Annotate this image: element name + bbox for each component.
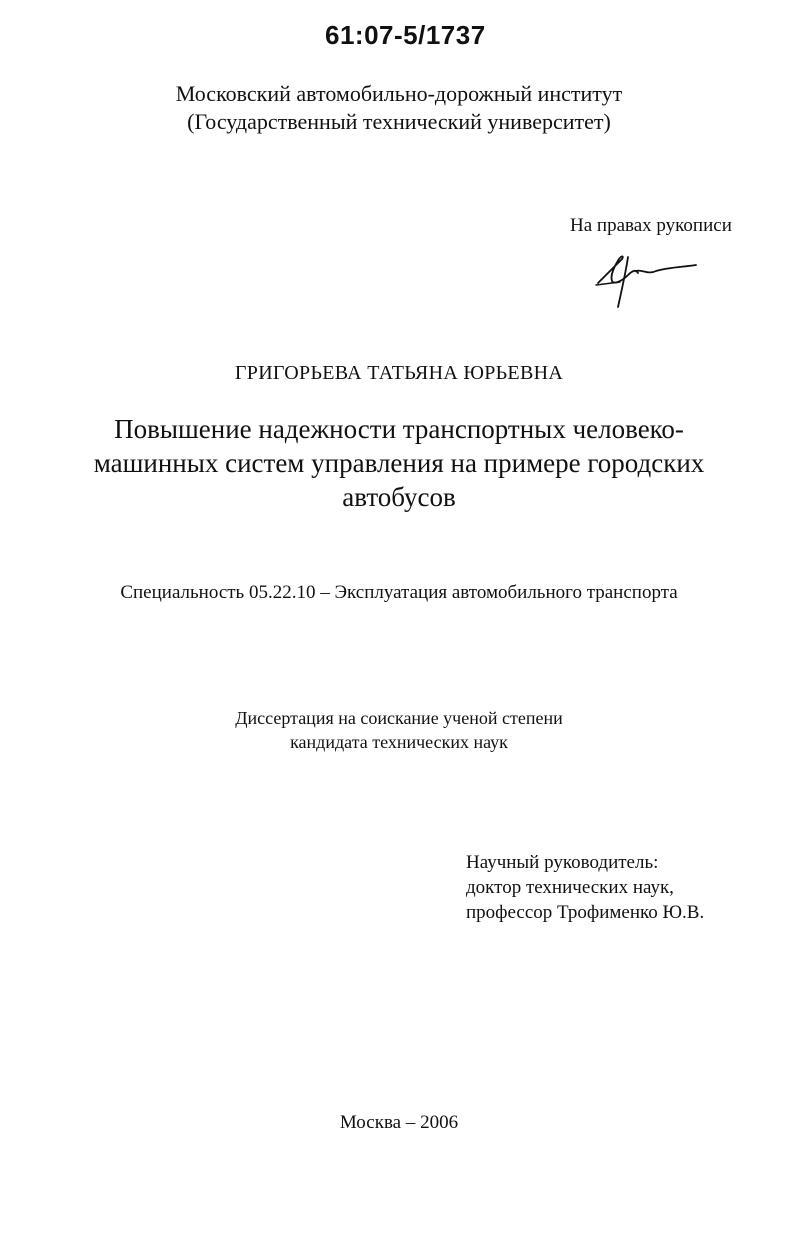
degree-statement <box>0 706 798 754</box>
degree-line: Диссертация на соискание ученой степени <box>235 708 563 728</box>
dissertation-title <box>0 412 798 514</box>
institute-block <box>0 80 798 136</box>
specialty: Специальность 05.22.10 – Эксплуатация автомобильного транспорта <box>120 582 678 603</box>
author-name: ГРИГОРЬЕВА ТАТЬЯНА ЮРЬЕВНА <box>234 362 564 384</box>
manuscript-note: На правах рукописи <box>570 215 732 236</box>
institute-subtitle: (Государственный технический университет) <box>187 109 611 134</box>
supervisor-line: профессор Трофименко Ю.В. <box>466 902 705 923</box>
degree-line: кандидата технических наук <box>290 732 508 752</box>
title-line: машинных систем управления на примере городских <box>93 448 705 478</box>
supervisor-line: Научный руководитель: <box>466 852 659 873</box>
institute-name: Московский автомобильно-дорожный институт <box>175 81 623 106</box>
title-line: автобусов <box>342 482 456 512</box>
signature-icon <box>592 245 702 310</box>
supervisor-line: доктор технических наук, <box>466 877 674 898</box>
title-line: Повышение надежности транспортных человеко- <box>114 414 684 444</box>
place-year: Москва – 2006 <box>339 1112 459 1133</box>
supervisor-block <box>466 850 704 925</box>
registry-number: 61:07-5/1737 <box>325 20 486 50</box>
